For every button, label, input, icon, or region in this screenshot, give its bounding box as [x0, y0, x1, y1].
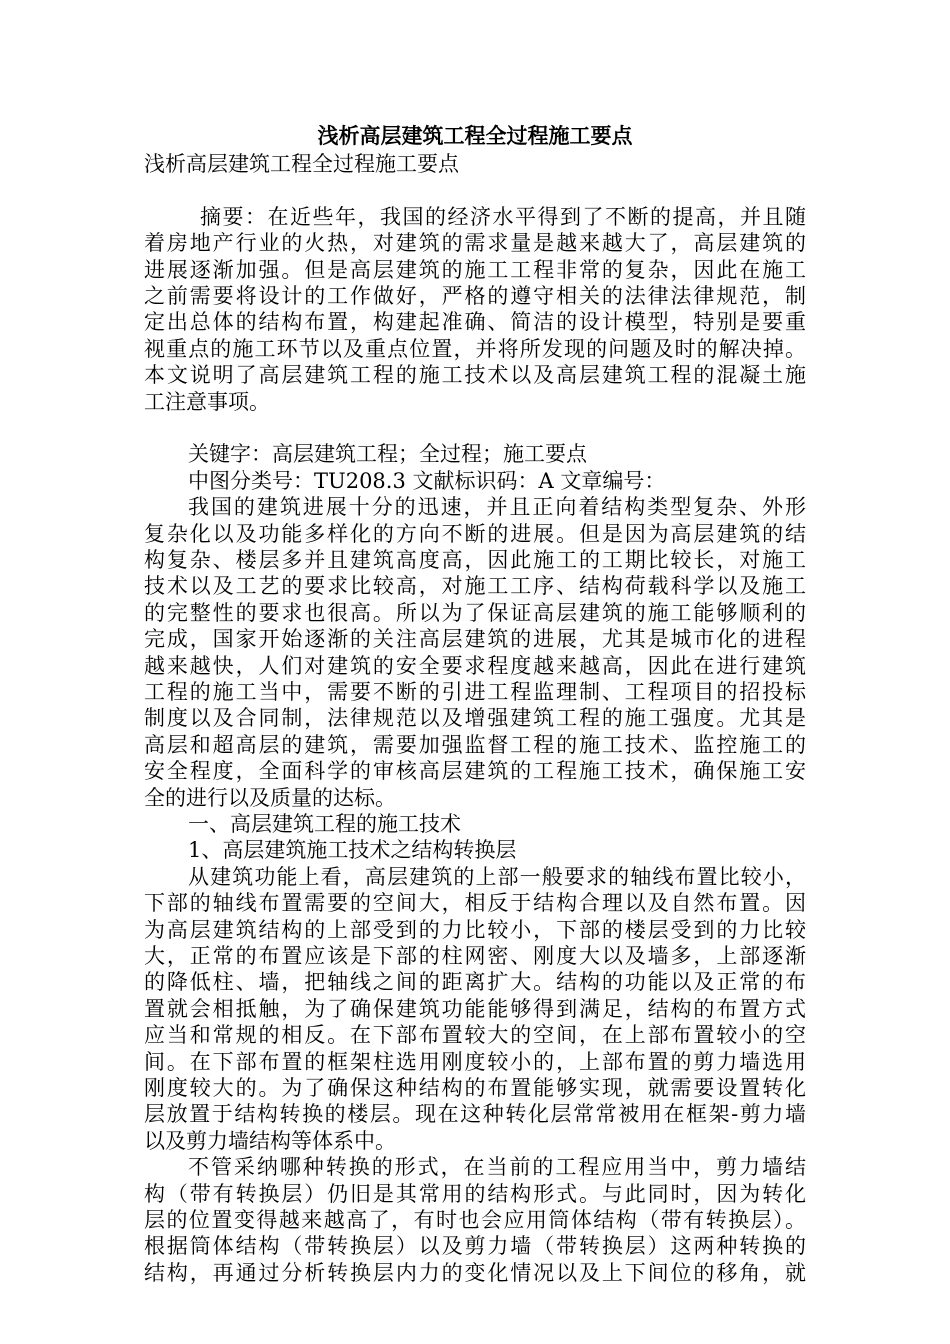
text-line: 工程的施工当中，需要不断的引进工程监理制、工程项目的招投标 — [144, 680, 806, 704]
text-line: 着房地产行业的火热，对建筑的需求量是越来越大了，高层建筑的 — [144, 231, 806, 256]
text-line: 刚度较大的。为了确保这种结构的布置能够实现，就需要设置转化 — [144, 1076, 806, 1100]
text-line: 中图分类号：TU208.3 文献标识码：A 文章编号： — [188, 468, 666, 493]
text-line: 根据筒体结构（带转换层）以及剪力墙（带转换层）这两种转换的 — [144, 1234, 806, 1259]
text-line: 从建筑功能上看，高层建筑的上部一般要求的轴线布置比较小， — [188, 864, 806, 889]
text-line: 定出总体的结构布置，构建起准确、简洁的设计模型，特别是要重 — [144, 310, 806, 335]
text-line: 的完整性的要求也很高。所以为了保证高层建筑的施工能够顺利的 — [144, 600, 806, 625]
text-line: 全的进行以及质量的达标。 — [144, 785, 396, 810]
text-line: 结构，再通过分析转换层内力的变化情况以及上下间位的移角，就 — [144, 1260, 806, 1285]
text-line: 我国的建筑进展十分的迅速，并且正向着结构类型复杂、外形 — [188, 495, 806, 520]
text-line: 间。在下部布置的框架柱选用刚度较小的，上部布置的剪力墙选用 — [144, 1049, 806, 1074]
text-line: 关键字：高层建筑工程；全过程；施工要点 — [188, 442, 587, 467]
text-line: 置就会相抵触，为了确保建筑功能能够得到满足，结构的布置方式 — [144, 996, 806, 1021]
text-line: 安全程度，全面科学的审核高层建筑的工程施工技术，确保施工安 — [144, 759, 806, 784]
text-line: 摘要：在近些年，我国的经济水平得到了不断的提高，并且随 — [200, 204, 806, 229]
text-line: 层的位置变得越来越高了，有时也会应用筒体结构（带有转换层）。 — [144, 1208, 806, 1232]
text-line: 应当和常规的相反。在下部布置较大的空间，在上部布置较小的空 — [144, 1023, 806, 1048]
text-line: 1、高层建筑施工技术之结构转换层 — [188, 838, 517, 863]
text-line: 进展逐渐加强。但是高层建筑的施工工程非常的复杂，因此在施工 — [144, 257, 806, 282]
text-line: 本文说明了高层建筑工程的施工技术以及高层建筑工程的混凝土施 — [144, 363, 806, 388]
text-line: 层放置于结构转换的楼层。现在这种转化层常常被用在框架-剪力墙 — [144, 1102, 806, 1127]
text-line: 完成，国家开始逐渐的关注高层建筑的进展，尤其是城市化的进程 — [144, 627, 806, 652]
text-line: 的降低柱、墙，把轴线之间的距离扩大。结构的功能以及正常的布 — [144, 970, 806, 995]
text-line: 高层和超高层的建筑，需要加强监督工程的施工技术、监控施工的 — [144, 732, 806, 757]
text-line: 以及剪力墙结构等体系中。 — [144, 1128, 396, 1153]
text-line: 为高层建筑结构的上部受到的力比较小，下部的楼层受到的力比较 — [144, 917, 806, 942]
blank-line — [144, 414, 806, 442]
text-line: 越来越快，人们对建筑的安全要求程度越来越高，因此在进行建筑 — [144, 653, 806, 678]
text-line: 浅析高层建筑工程全过程施工要点 — [144, 152, 459, 176]
text-line: 技术以及工艺的要求比较高，对施工工序、结构荷载科学以及施工 — [144, 574, 806, 599]
text-line: 视重点的施工环节以及重点位置，并将所发现的问题及时的解决掉。 — [144, 336, 806, 361]
text-line: 工注意事项。 — [144, 389, 270, 414]
text-line: 之前需要将设计的工作做好，严格的遵守相关的法律法律规范，制 — [144, 284, 806, 308]
text-line: 不管采纳哪种转换的形式，在当前的工程应用当中，剪力墙结 — [188, 1155, 806, 1180]
blank-line — [144, 176, 806, 204]
text-line: 一、高层建筑工程的施工技术 — [188, 812, 461, 836]
text-line: 构（带有转换层）仍旧是其常用的结构形式。与此同时，因为转化 — [144, 1181, 806, 1206]
text-line: 大，正常的布置应该是下部的柱网密、刚度大以及墙多，上部逐渐 — [144, 944, 806, 968]
text-line: 制度以及合同制，法律规范以及增强建筑工程的施工强度。尤其是 — [144, 706, 806, 731]
text-line: 下部的轴线布置需要的空间大，相反于结构合理以及自然布置。因 — [144, 891, 806, 916]
document-title: 浅析高层建筑工程全过程施工要点 — [317, 123, 633, 148]
text-line: 复杂化以及功能多样化的方向不断的进展。但是因为高层建筑的结 — [144, 521, 806, 546]
text-line: 构复杂、楼层多并且建筑高度高，因此施工的工期比较长，对施工 — [144, 548, 806, 572]
